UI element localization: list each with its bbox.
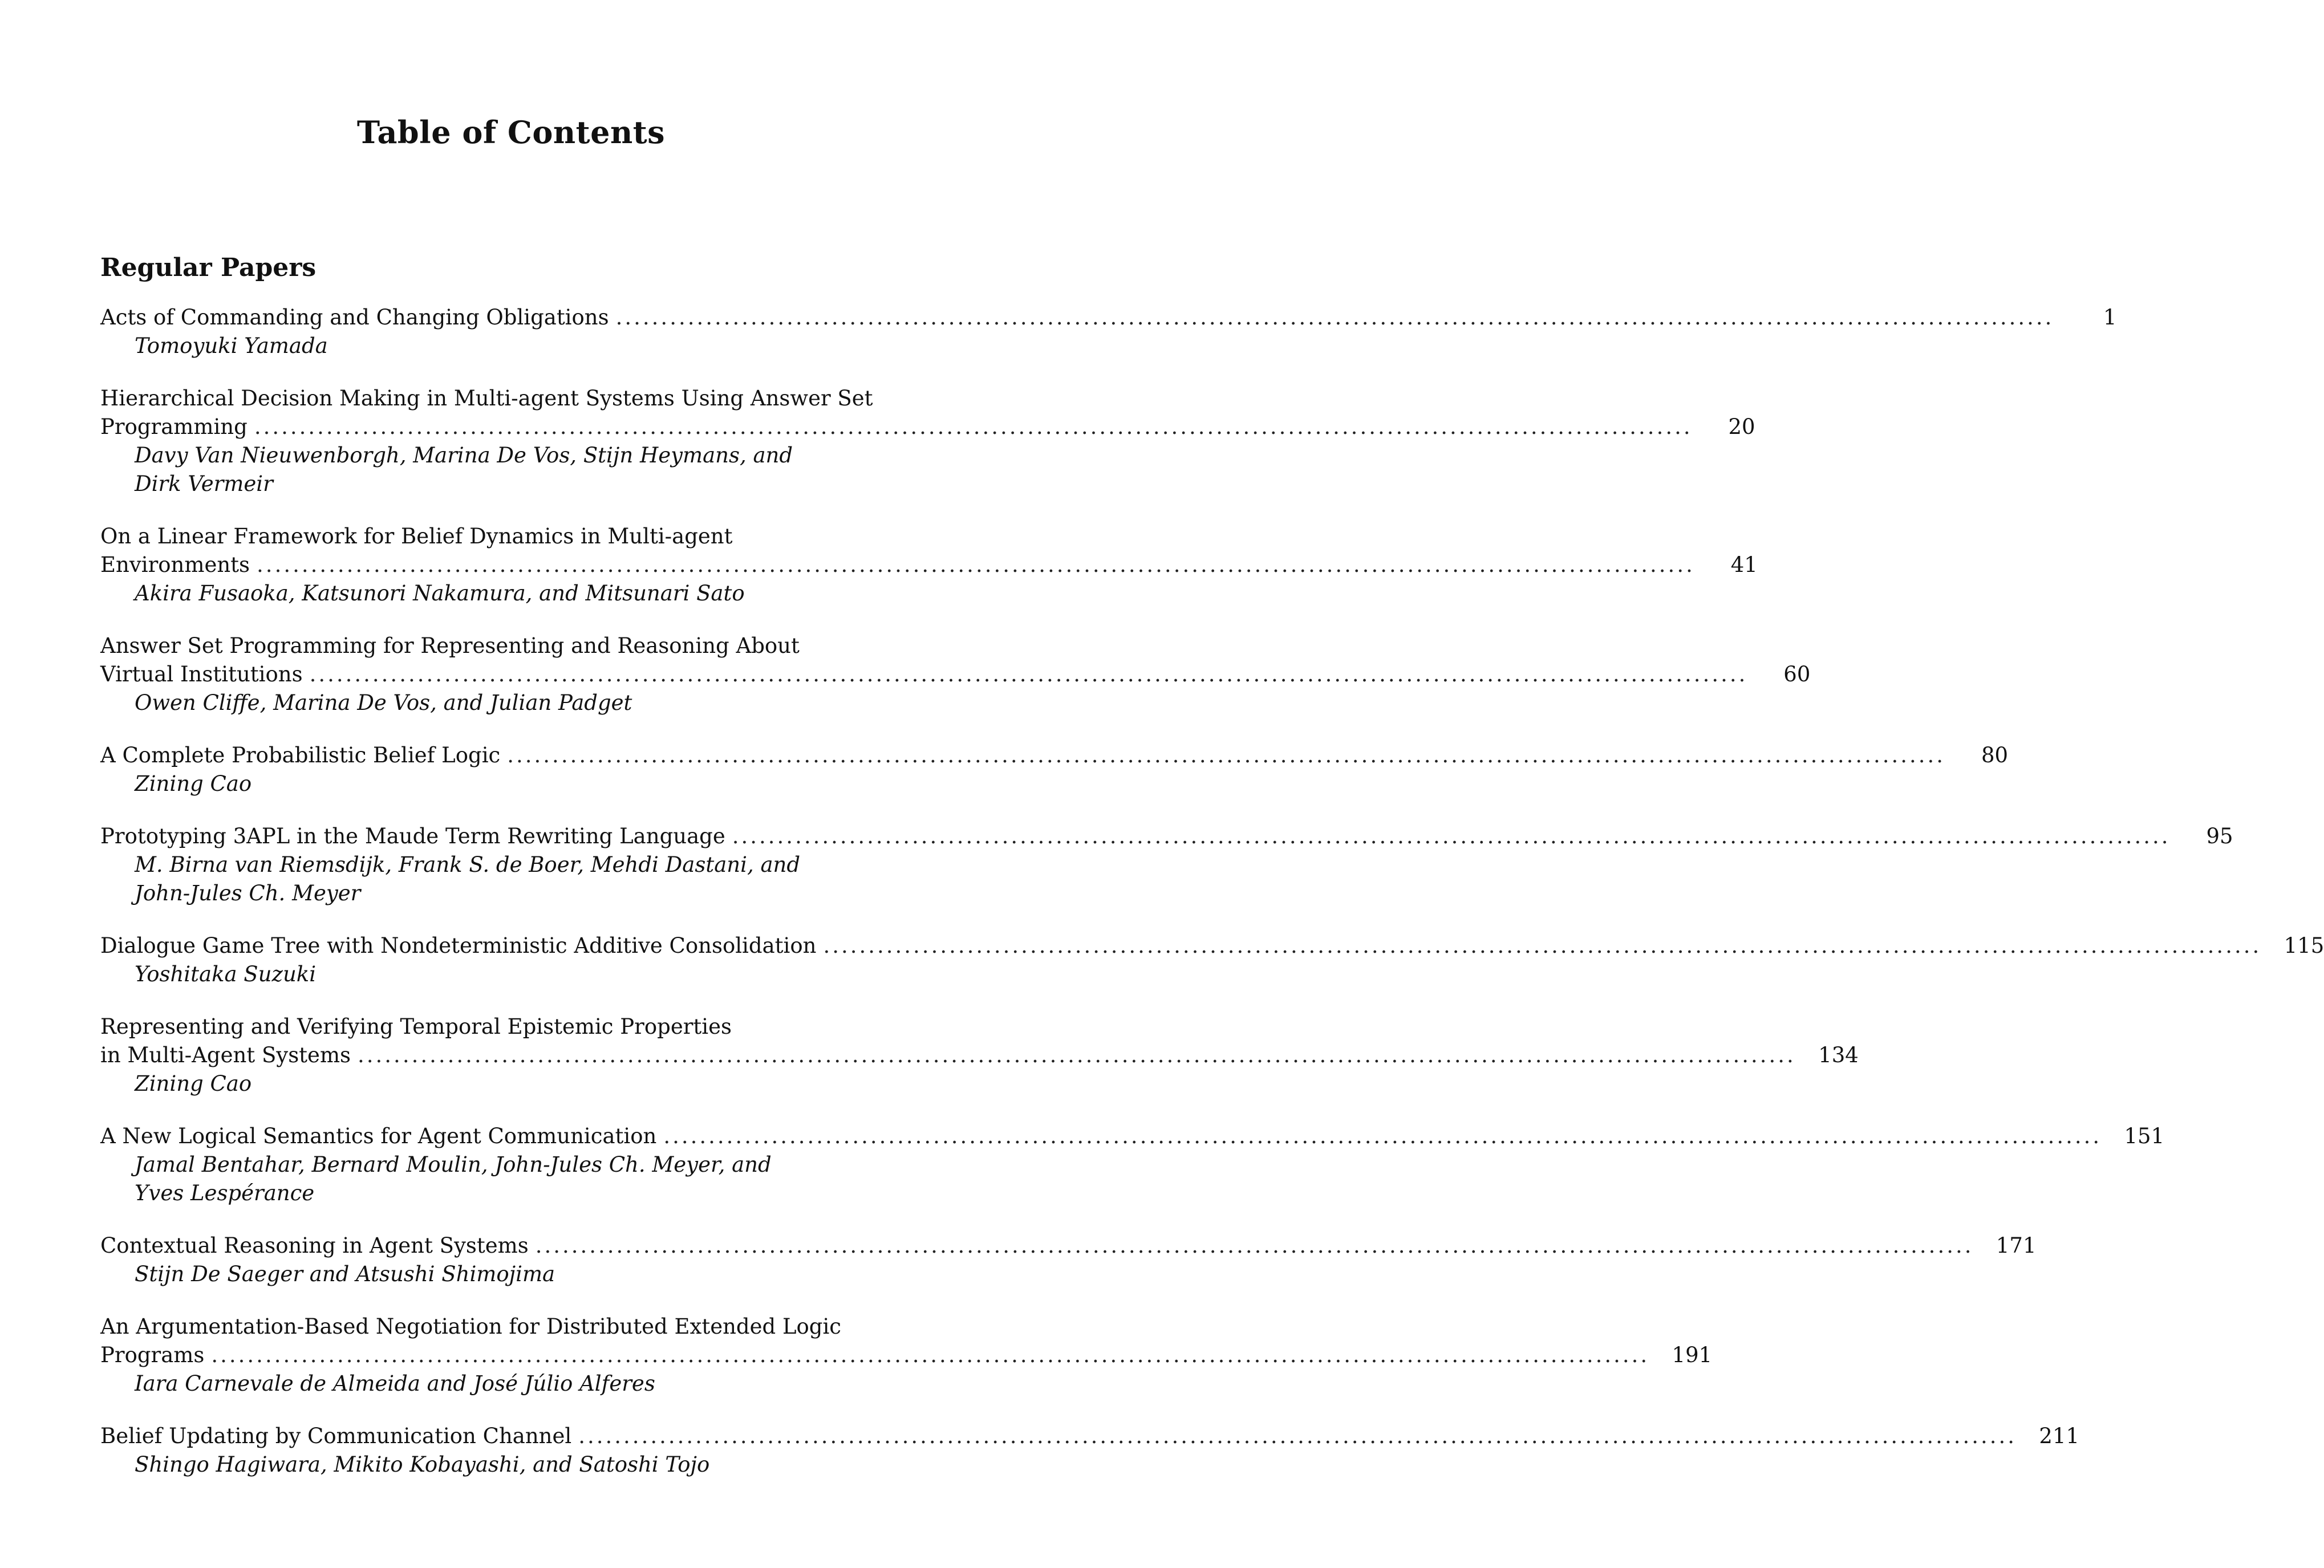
toc-entry[interactable]: [100, 822, 2233, 908]
entry-authors: Iara Carnevale de Almeida and José Júlio Alferes: [135, 1371, 655, 1396]
entry-title: Virtual Institutions: [100, 662, 303, 686]
dot-leader: ................................................................................................................................................................: [615, 305, 2054, 330]
entry-authors: Yoshitaka Suzuki: [135, 962, 317, 986]
entry-title: A New Logical Semantics for Agent Communication: [100, 1124, 657, 1148]
entry-authors: Stijn De Saeger and Atsushi Shimojima: [135, 1262, 555, 1286]
page-number[interactable]: 115: [2284, 933, 2324, 958]
entry-title: Contextual Reasoning in Agent Systems: [100, 1233, 529, 1258]
page-number[interactable]: 41: [1730, 553, 1758, 577]
entry-title: Environments: [100, 553, 250, 577]
section-heading: Regular Papers: [100, 253, 317, 282]
entry-title-line: An Argumentation-Based Negotiation for Distributed Extended Logic: [100, 1314, 842, 1339]
dot-leader: ................................................................................................................................................................: [663, 1124, 2102, 1148]
dot-leader: ................................................................................................................................................................: [211, 1343, 1650, 1367]
entry-title-line: [100, 660, 1811, 689]
entry-title-line: [100, 303, 2117, 332]
entry-authors: Akira Fusaoka, Katsunori Nakamura, and Mitsunari Sato: [135, 581, 745, 606]
entry-title-line: Representing and Verifying Temporal Epistemic Properties: [100, 1014, 732, 1039]
entry-authors: Shingo Hagiwara, Mikito Kobayashi, and Satoshi Tojo: [135, 1452, 710, 1477]
entry-title-line: On a Linear Framework for Belief Dynamics in Multi-agent: [100, 524, 733, 549]
entry-authors: Dirk Vermeir: [135, 472, 273, 496]
toc-entry[interactable]: [100, 384, 1755, 498]
entry-authors: Owen Cliffe, Marina De Vos, and Julian Padget: [135, 690, 632, 715]
entry-title: Programs: [100, 1343, 205, 1367]
entry-title-line: [100, 551, 1758, 579]
toc-entry[interactable]: [100, 1013, 1859, 1098]
entry-title-line: [100, 1041, 1859, 1070]
toc-entry-list: [100, 303, 2324, 1503]
entry-title-line: Hierarchical Decision Making in Multi-agent Systems Using Answer Set: [100, 386, 873, 411]
entry-authors: Zining Cao: [135, 1071, 252, 1096]
entry-title-line: [100, 1122, 2165, 1151]
toc-entry[interactable]: [100, 1122, 2165, 1208]
entry-title: Programming: [100, 415, 248, 439]
entry-authors: Jamal Bentahar, Bernard Moulin, John-Jules Ch. Meyer, and: [135, 1152, 772, 1177]
entry-title: Belief Updating by Communication Channel: [100, 1424, 572, 1448]
entry-authors: Tomoyuki Yamada: [135, 334, 328, 358]
dot-leader: ................................................................................................................................................................: [254, 415, 1693, 439]
dot-leader: ................................................................................................................................................................: [358, 1043, 1796, 1067]
page-number[interactable]: 211: [2039, 1424, 2080, 1448]
toc-entry[interactable]: [100, 632, 1811, 717]
page-number[interactable]: 134: [1818, 1043, 1859, 1067]
entry-title: Acts of Commanding and Changing Obligations: [100, 305, 609, 330]
dot-leader: ................................................................................................................................................................: [578, 1424, 2017, 1448]
page-number[interactable]: 80: [1981, 743, 2009, 767]
page-title: Table of Contents: [356, 114, 666, 151]
entry-title-line: [100, 741, 2009, 770]
page-number[interactable]: 20: [1728, 415, 1755, 439]
page-number[interactable]: 1: [2103, 305, 2117, 330]
entry-title-line: [100, 1232, 2037, 1260]
page-number[interactable]: 60: [1783, 662, 1811, 686]
entry-authors: Zining Cao: [135, 771, 252, 796]
toc-entry[interactable]: [100, 522, 1758, 608]
entry-title: Prototyping 3APL in the Maude Term Rewriting Language: [100, 824, 725, 848]
dot-leader: ................................................................................................................................................................: [535, 1233, 1974, 1258]
entry-authors: M. Birna van Riemsdijk, Frank S. de Boer, Mehdi Dastani, and: [135, 852, 801, 877]
entry-title-line: [100, 1341, 1713, 1370]
dot-leader: ................................................................................................................................................................: [732, 824, 2171, 848]
dot-leader: ................................................................................................................................................................: [823, 933, 2262, 958]
page-number[interactable]: 191: [1672, 1343, 1713, 1367]
toc-entry[interactable]: [100, 1313, 1713, 1398]
entry-title: Dialogue Game Tree with Nondeterministic Additive Consolidation: [100, 933, 817, 958]
toc-entry[interactable]: [100, 741, 2009, 798]
entry-title: in Multi-Agent Systems: [100, 1043, 351, 1067]
dot-leader: ................................................................................................................................................................: [309, 662, 1748, 686]
entry-authors: Davy Van Nieuwenborgh, Marina De Vos, Stijn Heymans, and: [135, 443, 793, 468]
toc-entry[interactable]: [100, 1422, 2080, 1479]
entry-title-line: [100, 822, 2233, 851]
page-number[interactable]: 95: [2206, 824, 2233, 848]
toc-entry[interactable]: [100, 303, 2117, 360]
entry-title-line: Answer Set Programming for Representing and Reasoning About: [100, 633, 800, 658]
entry-title: A Complete Probabilistic Belief Logic: [100, 743, 501, 767]
toc-entry[interactable]: [100, 932, 2324, 989]
dot-leader: ................................................................................................................................................................: [257, 553, 1695, 577]
entry-title-line: [100, 1422, 2080, 1451]
entry-title-line: [100, 413, 1755, 441]
toc-entry[interactable]: [100, 1232, 2037, 1289]
page-number[interactable]: 171: [1996, 1233, 2037, 1258]
page-number[interactable]: 151: [2124, 1124, 2165, 1148]
entry-authors: John-Jules Ch. Meyer: [135, 881, 361, 905]
entry-authors: Yves Lespérance: [135, 1181, 315, 1205]
dot-leader: ................................................................................................................................................................: [507, 743, 1946, 767]
entry-title-line: [100, 932, 2324, 960]
